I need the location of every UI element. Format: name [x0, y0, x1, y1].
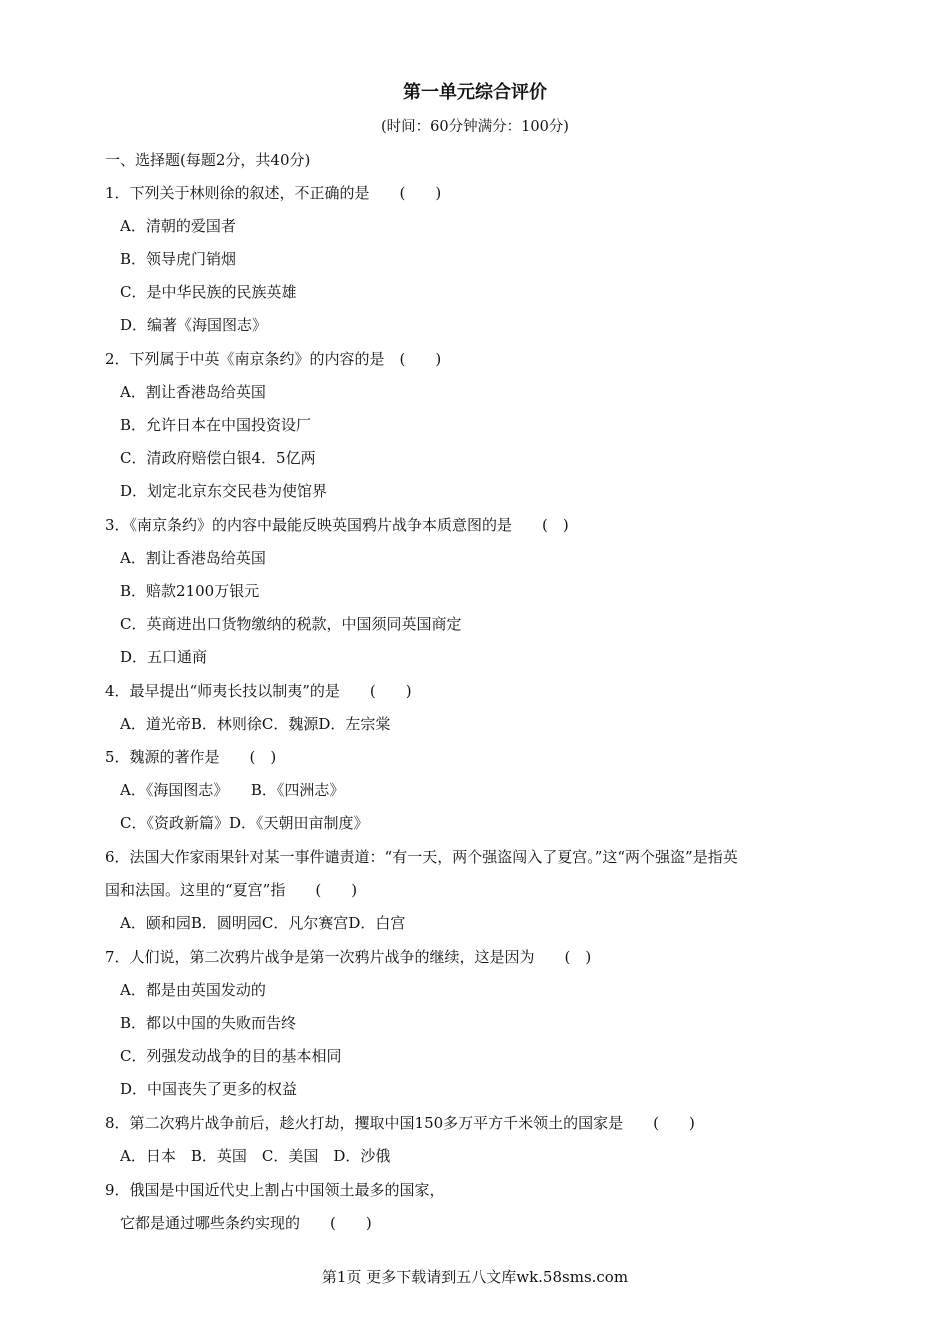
page-footer: 第1页 更多下载请到五八文库wk.58sms.com — [321, 1268, 629, 1286]
options-6: A．颐和园B．圆明园C．凡尔赛宫D．白宫 — [120, 914, 406, 932]
question-9-line-2: 它都是通过哪些条约实现的 ( ) — [120, 1214, 372, 1232]
page-title: 第一单元综合评价 — [403, 82, 547, 103]
question-4: 4．最早提出“师夷长技以制夷”的是 ( ) — [105, 682, 412, 700]
option-1d: D．编著《海国图志》 — [120, 316, 268, 334]
question-3: 3．《南京条约》的内容中最能反映英国鸦片战争本质意图的是 ( ) — [105, 516, 569, 534]
option-7d: D．中国丧失了更多的权益 — [120, 1080, 298, 1098]
option-3d: D．五口通商 — [120, 648, 208, 666]
question-9-line-1: 9．俄国是中国近代史上割占中国领土最多的国家， — [105, 1181, 445, 1199]
question-2: 2．下列属于中英《南京条约》的内容的是 ( ) — [105, 350, 442, 368]
option-3a: A．割让香港岛给英国 — [120, 549, 266, 567]
question-7: 7．人们说，第二次鸦片战争是第一次鸦片战争的继续，这是因为 ( ) — [105, 948, 592, 966]
option-1b: B．领导虎门销烟 — [120, 250, 237, 268]
question-5: 5．魏源的著作是 ( ) — [105, 748, 277, 766]
option-3c: C．英商进出口货物缴纳的税款，中国须同英国商定 — [120, 615, 462, 633]
question-6-line-1: 6．法国大作家雨果针对某一事件谴责道：“有一天，两个强盗闯入了夏宫。”这“两个强盗”是指英 — [105, 848, 738, 866]
question-1: 1．下列关于林则徐的叙述，不正确的是 ( ) — [105, 184, 442, 202]
option-1c: C．是中华民族的民族英雄 — [120, 283, 297, 301]
option-2a: A．割让香港岛给英国 — [120, 383, 266, 401]
question-6-line-2: 国和法国。这里的“夏宫”指 ( ) — [105, 881, 358, 899]
option-2b: B．允许日本在中国投资设厂 — [120, 416, 312, 434]
options-5-cd: C．《资政新篇》D．《天朝田亩制度》 — [120, 814, 369, 832]
option-2c: C．清政府赔偿白银4．5亿两 — [120, 449, 316, 467]
option-7c: C．列强发动战争的目的基本相同 — [120, 1047, 342, 1065]
question-8: 8．第二次鸦片战争前后，趁火打劫，攫取中国150多万平方千米领土的国家是 ( ) — [105, 1114, 695, 1132]
option-2d: D．划定北京东交民巷为使馆界 — [120, 482, 328, 500]
options-8: A．日本 B．英国 C．美国 D．沙俄 — [120, 1147, 391, 1165]
options-4: A．道光帝B．林则徐C．魏源D．左宗棠 — [120, 715, 391, 733]
option-3b: B．赔款2100万银元 — [120, 582, 260, 600]
option-7b: B．都以中国的失败而告终 — [120, 1014, 297, 1032]
section-heading: 一、选择题(每题2分，共40分) — [105, 151, 311, 169]
option-1a: A．清朝的爱国者 — [120, 217, 236, 235]
option-7a: A．都是由英国发动的 — [120, 981, 266, 999]
options-5-ab: A．《海国图志》 B．《四洲志》 — [120, 781, 345, 799]
exam-time-score: (时间：60分钟满分：100分) — [381, 119, 569, 135]
